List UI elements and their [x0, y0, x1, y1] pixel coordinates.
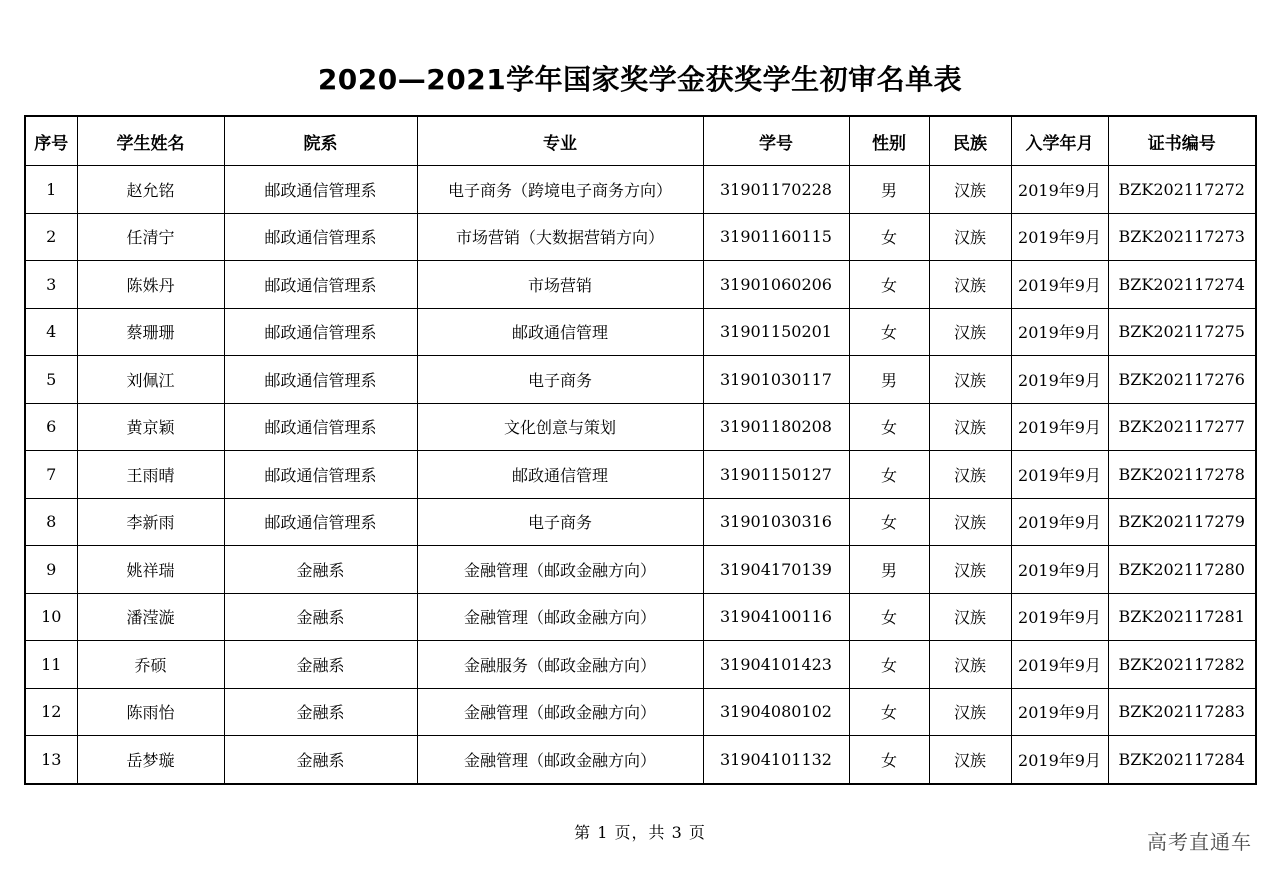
cell-enrollment-date: 2019年9月 [1011, 308, 1108, 356]
table-header-row [25, 116, 1256, 166]
cell-student-name: 黄京颖 [77, 403, 224, 451]
cell-student-id: 31904080102 [703, 688, 849, 736]
cell-major: 市场营销（大数据营销方向） [417, 213, 703, 261]
cell-index: 2 [25, 213, 77, 261]
cell-major: 金融管理（邮政金融方向） [417, 546, 703, 594]
cell-ethnicity: 汉族 [929, 308, 1011, 356]
table-row [25, 261, 1256, 309]
cell-certificate-number: BZK202117280 [1108, 546, 1256, 594]
cell-major: 电子商务 [417, 356, 703, 404]
cell-gender: 男 [849, 356, 929, 404]
cell-major: 金融服务（邮政金融方向） [417, 641, 703, 689]
cell-student-id: 31904101132 [703, 736, 849, 784]
cell-ethnicity: 汉族 [929, 593, 1011, 641]
cell-enrollment-date: 2019年9月 [1011, 403, 1108, 451]
scholarship-roster-table [24, 115, 1257, 785]
cell-index: 13 [25, 736, 77, 784]
table-row [25, 356, 1256, 404]
cell-department: 金融系 [224, 593, 417, 641]
cell-major: 金融管理（邮政金融方向） [417, 688, 703, 736]
cell-student-id: 31904100116 [703, 593, 849, 641]
cell-enrollment-date: 2019年9月 [1011, 688, 1108, 736]
cell-ethnicity: 汉族 [929, 166, 1011, 214]
cell-enrollment-date: 2019年9月 [1011, 498, 1108, 546]
header-index: 序号 [25, 116, 77, 166]
cell-certificate-number: BZK202117274 [1108, 261, 1256, 309]
cell-department: 邮政通信管理系 [224, 308, 417, 356]
cell-student-name: 乔硕 [77, 641, 224, 689]
header-enrollment-date: 入学年月 [1011, 116, 1108, 166]
cell-enrollment-date: 2019年9月 [1011, 546, 1108, 594]
cell-index: 1 [25, 166, 77, 214]
cell-major: 邮政通信管理 [417, 451, 703, 499]
header-student-id: 学号 [703, 116, 849, 166]
cell-certificate-number: BZK202117277 [1108, 403, 1256, 451]
cell-student-name: 刘佩江 [77, 356, 224, 404]
cell-major: 电子商务（跨境电子商务方向） [417, 166, 703, 214]
cell-certificate-number: BZK202117279 [1108, 498, 1256, 546]
cell-enrollment-date: 2019年9月 [1011, 641, 1108, 689]
cell-enrollment-date: 2019年9月 [1011, 451, 1108, 499]
cell-index: 8 [25, 498, 77, 546]
table-row [25, 451, 1256, 499]
cell-student-id: 31901060206 [703, 261, 849, 309]
table-row [25, 166, 1256, 214]
cell-student-name: 潘滢漩 [77, 593, 224, 641]
cell-gender: 女 [849, 403, 929, 451]
cell-major: 文化创意与策划 [417, 403, 703, 451]
cell-certificate-number: BZK202117281 [1108, 593, 1256, 641]
cell-department: 金融系 [224, 688, 417, 736]
cell-index: 6 [25, 403, 77, 451]
cell-department: 邮政通信管理系 [224, 261, 417, 309]
cell-department: 邮政通信管理系 [224, 356, 417, 404]
header-department: 院系 [224, 116, 417, 166]
cell-gender: 女 [849, 261, 929, 309]
cell-index: 12 [25, 688, 77, 736]
cell-student-id: 31901030316 [703, 498, 849, 546]
cell-student-id: 31901150127 [703, 451, 849, 499]
cell-certificate-number: BZK202117278 [1108, 451, 1256, 499]
cell-department: 邮政通信管理系 [224, 166, 417, 214]
page-title: 2020—2021学年国家奖学金获奖学生初审名单表 [317, 63, 963, 96]
cell-ethnicity: 汉族 [929, 736, 1011, 784]
cell-ethnicity: 汉族 [929, 451, 1011, 499]
cell-index: 7 [25, 451, 77, 499]
cell-gender: 男 [849, 166, 929, 214]
cell-enrollment-date: 2019年9月 [1011, 593, 1108, 641]
table-row [25, 641, 1256, 689]
cell-major: 电子商务 [417, 498, 703, 546]
cell-student-id: 31901030117 [703, 356, 849, 404]
cell-student-name: 赵允铭 [77, 166, 224, 214]
cell-ethnicity: 汉族 [929, 213, 1011, 261]
table-body [25, 166, 1256, 784]
cell-index: 11 [25, 641, 77, 689]
cell-index: 10 [25, 593, 77, 641]
cell-ethnicity: 汉族 [929, 688, 1011, 736]
cell-gender: 女 [849, 308, 929, 356]
cell-department: 邮政通信管理系 [224, 403, 417, 451]
cell-gender: 女 [849, 451, 929, 499]
cell-student-name: 蔡珊珊 [77, 308, 224, 356]
cell-ethnicity: 汉族 [929, 641, 1011, 689]
cell-certificate-number: BZK202117275 [1108, 308, 1256, 356]
cell-ethnicity: 汉族 [929, 356, 1011, 404]
table-row [25, 688, 1256, 736]
cell-enrollment-date: 2019年9月 [1011, 736, 1108, 784]
header-ethnicity: 民族 [929, 116, 1011, 166]
cell-enrollment-date: 2019年9月 [1011, 356, 1108, 404]
header-gender: 性别 [849, 116, 929, 166]
table-row [25, 736, 1256, 784]
cell-certificate-number: BZK202117283 [1108, 688, 1256, 736]
cell-student-name: 李新雨 [77, 498, 224, 546]
cell-gender: 女 [849, 641, 929, 689]
page-footer: 第 1 页，共 3 页 [574, 823, 706, 842]
cell-major: 金融管理（邮政金融方向） [417, 593, 703, 641]
table-row [25, 546, 1256, 594]
cell-major: 邮政通信管理 [417, 308, 703, 356]
cell-ethnicity: 汉族 [929, 546, 1011, 594]
cell-department: 金融系 [224, 641, 417, 689]
cell-ethnicity: 汉族 [929, 403, 1011, 451]
cell-department: 邮政通信管理系 [224, 498, 417, 546]
cell-major: 金融管理（邮政金融方向） [417, 736, 703, 784]
cell-certificate-number: BZK202117284 [1108, 736, 1256, 784]
cell-gender: 女 [849, 498, 929, 546]
cell-student-id: 31901160115 [703, 213, 849, 261]
cell-enrollment-date: 2019年9月 [1011, 261, 1108, 309]
cell-student-id: 31901150201 [703, 308, 849, 356]
cell-enrollment-date: 2019年9月 [1011, 213, 1108, 261]
cell-index: 3 [25, 261, 77, 309]
header-student-name: 学生姓名 [77, 116, 224, 166]
header-certificate-number: 证书编号 [1108, 116, 1256, 166]
cell-ethnicity: 汉族 [929, 498, 1011, 546]
cell-gender: 男 [849, 546, 929, 594]
cell-certificate-number: BZK202117272 [1108, 166, 1256, 214]
table-row [25, 308, 1256, 356]
cell-gender: 女 [849, 213, 929, 261]
cell-certificate-number: BZK202117282 [1108, 641, 1256, 689]
cell-index: 4 [25, 308, 77, 356]
cell-gender: 女 [849, 593, 929, 641]
table-row [25, 213, 1256, 261]
cell-student-name: 王雨晴 [77, 451, 224, 499]
header-major: 专业 [417, 116, 703, 166]
cell-index: 9 [25, 546, 77, 594]
cell-ethnicity: 汉族 [929, 261, 1011, 309]
cell-department: 邮政通信管理系 [224, 213, 417, 261]
cell-index: 5 [25, 356, 77, 404]
cell-student-name: 岳梦璇 [77, 736, 224, 784]
cell-department: 金融系 [224, 736, 417, 784]
cell-gender: 女 [849, 688, 929, 736]
cell-department: 金融系 [224, 546, 417, 594]
table-row [25, 498, 1256, 546]
cell-gender: 女 [849, 736, 929, 784]
cell-department: 邮政通信管理系 [224, 451, 417, 499]
cell-enrollment-date: 2019年9月 [1011, 166, 1108, 214]
table-row [25, 593, 1256, 641]
cell-certificate-number: BZK202117276 [1108, 356, 1256, 404]
watermark: 高考直通车 [1147, 830, 1252, 854]
table-row [25, 403, 1256, 451]
cell-certificate-number: BZK202117273 [1108, 213, 1256, 261]
cell-student-id: 31904170139 [703, 546, 849, 594]
cell-student-id: 31904101423 [703, 641, 849, 689]
cell-student-name: 任清宁 [77, 213, 224, 261]
cell-student-name: 陈姝丹 [77, 261, 224, 309]
cell-student-id: 31901180208 [703, 403, 849, 451]
cell-student-name: 陈雨怡 [77, 688, 224, 736]
cell-major: 市场营销 [417, 261, 703, 309]
cell-student-id: 31901170228 [703, 166, 849, 214]
cell-student-name: 姚祥瑞 [77, 546, 224, 594]
